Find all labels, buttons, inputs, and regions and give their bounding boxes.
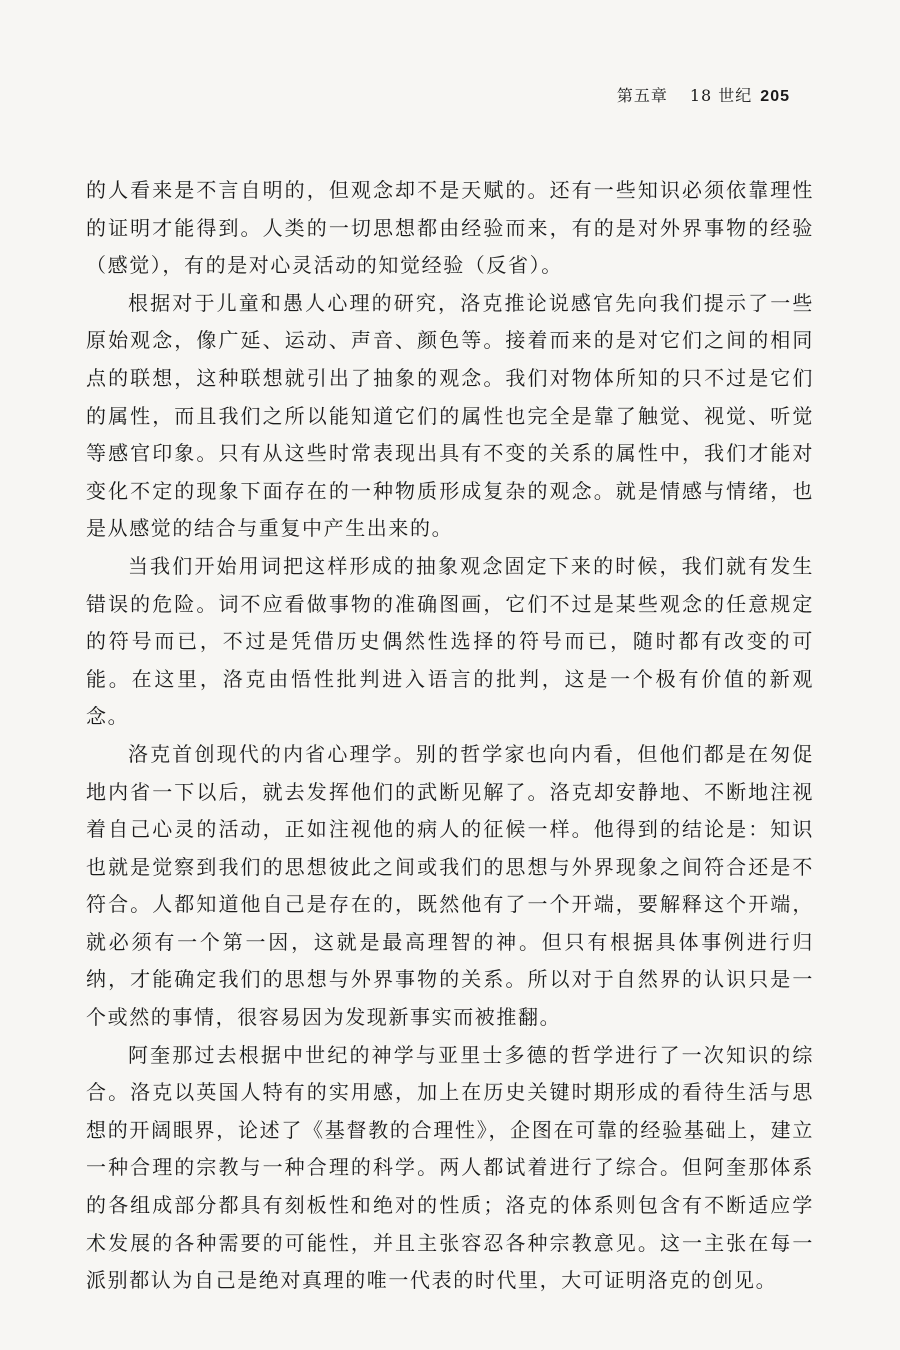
paragraph: 根据对于儿童和愚人心理的研究，洛克推论说感官先向我们提示了一些原始观念，像广延、运动、声音、颜色等。接着而来的是对它们之间的相同点的联想，这种联想就引出了抽象的观念。我们对物体所知的只不过是它们的属性，而且我们之所以能知道它们的属性也完全是靠了触觉、视觉、听觉等感官印象。只有从这些时常表现出具有不变的关系的属性中，我们才能对变化不定的现象下面存在的一种物质形成复杂的观念。就是情感与情绪，也是从感觉的结合与重复中产生出来的。 [86,290,814,541]
running-header [617,83,790,106]
paragraph-continuation: 的人看来是不言自明的，但观念却不是天赋的。还有一些知识必须依靠理性的证明才能得到。人类的一切思想都由经验而来，有的是对外界事物的经验（感觉），有的是对心灵活动的知觉经验（反省）。 [86,178,814,278]
paragraph: 当我们开始用词把这样形成的抽象观念固定下来的时候，我们就有发生错误的危险。词不应看做事物的准确图画，它们不过是某些观念的任意规定的符号而已，不过是凭借历史偶然性选择的符号而已，随时都有改变的可能。在这里，洛克由悟性批判进入语言的批判，这是一个极有价值的新观念。 [86,553,814,729]
chapter-label: 第五章 [616,86,668,105]
page-number: 205 [760,88,790,105]
paragraph: 洛克首创现代的内省心理学。别的哲学家也向内看，但他们都是在匆促地内省一下以后，就去发挥他们的武断见解了。洛克却安静地、不断地注视着自己心灵的活动，正如注视他的病人的征候一样。他得到的结论是：知识也就是觉察到我们的思想彼此之间或我们的思想与外界现象之间符合还是不符合。人都知道他自己是存在的，既然他有了一个开端，要解释这个开端，就必须有一个第一因，这就是最高理智的神。但只有根据具体事例进行归纳，才能确定我们的思想与外界事物的关系。所以对于自然界的认识只是一个或然的事情，很容易因为发现新事实而被推翻。 [86,741,814,1030]
paragraph: 阿奎那过去根据中世纪的神学与亚里士多德的哲学进行了一次知识的综合。洛克以英国人特有的实用感，加上在历史关键时期形成的看待生活与思想的开阔眼界，论述了《基督教的合理性》，企图在可靠的经验基础上，建立一种合理的宗教与一种合理的科学。两人都试着进行了综合。但阿奎那体系的各组成部分都具有刻板性和绝对的性质；洛克的体系则包含有不断适应学术发展的各种需要的可能性，并且主张容忍各种宗教意见。这一主张在每一派别都认为自己是绝对真理的唯一代表的时代里，大可证明洛克的创见。 [86,1042,814,1293]
section-label: 18 世纪 [689,86,753,105]
page-body [86,172,814,1300]
